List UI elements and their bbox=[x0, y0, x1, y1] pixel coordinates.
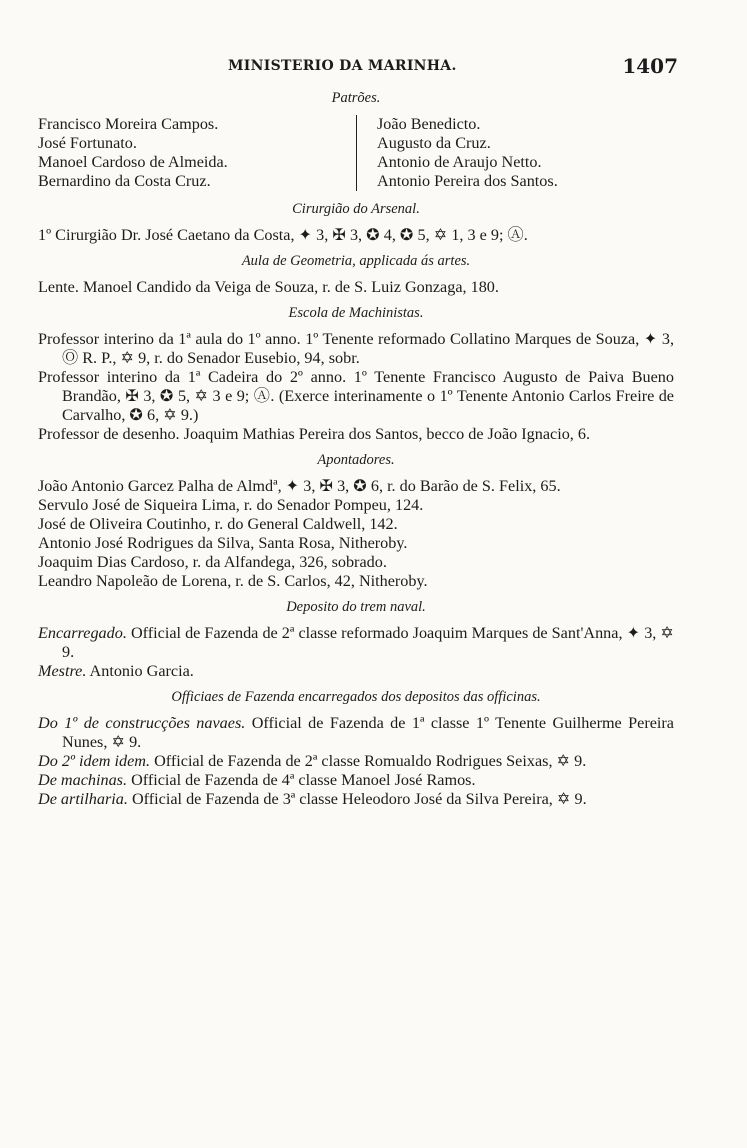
section-title-apontadores: Apontadores. bbox=[317, 452, 395, 468]
list-item: João Antonio Garcez Palha de Almdª, ✦ 3, ✠ 3, ✪ 6, r. do Barão de S. Felix, 65. bbox=[38, 477, 561, 495]
list-item: Manoel Cardoso de Almeida. bbox=[38, 153, 228, 171]
section-title-officiaes: Officiaes de Fazenda encarregados dos depositos das officinas. bbox=[171, 689, 541, 705]
section-title-deposito: Deposito do trem naval. bbox=[286, 599, 426, 615]
section-title-aula: Aula de Geometria, applicada ás artes. bbox=[241, 253, 471, 269]
list-item: Professor interino da 1ª aula do 1º anno. 1º Tenente reformado Collatino Marques de Souza, ✦ 3, Ⓞ R. P., ✡ 9, r. do Senador Eusebio, 94, sobr. bbox=[38, 330, 674, 367]
list-item: José de Oliveira Coutinho, r. do General Caldwell, 142. bbox=[38, 515, 398, 533]
entry-text: Official de Fazenda de 3ª classe Heleodoro José da Silva Pereira, ✡ 9. bbox=[127, 790, 587, 808]
section-title-escola: Escola de Machinistas. bbox=[288, 305, 424, 321]
page-header bbox=[38, 54, 678, 86]
patroes-right-column bbox=[356, 115, 558, 191]
list-item: Antonio de Araujo Netto. bbox=[377, 153, 542, 171]
list-item bbox=[38, 790, 674, 809]
list-item: Antonio Pereira dos Santos. bbox=[377, 172, 558, 190]
list-item: Lente. Manoel Candido da Veiga de Souza, r. de S. Luiz Gonzaga, 180. bbox=[38, 278, 499, 296]
list-item: Professor interino da 1ª Cadeira do 2º anno. 1º Tenente Francisco Augusto de Paiva Bueno Brandão, ✠ 3, ✪ 5, ✡ 3 e 9; Ⓐ. (Exerce interinamente o 1º Tenente Antonio Carlos Freire de Carvalho, ✪ 6, ✡ 9.) bbox=[38, 368, 674, 424]
section-title-patroes: Patrões. bbox=[331, 90, 381, 106]
entry-text: Antonio Garcia. bbox=[86, 662, 194, 680]
list-item bbox=[38, 752, 674, 771]
entry-text: Official de Fazenda de 2ª classe Romualdo Rodrigues Seixas, ✡ 9. bbox=[150, 752, 587, 770]
list-item bbox=[38, 714, 674, 752]
list-item bbox=[38, 662, 674, 681]
entry-label: Mestre. bbox=[38, 662, 87, 680]
list-item: Francisco Moreira Campos. bbox=[38, 115, 219, 133]
list-item: José Fortunato. bbox=[38, 134, 137, 152]
page bbox=[38, 54, 678, 809]
entry-label: Encarregado. bbox=[38, 624, 127, 642]
entry-text: Official de Fazenda de 1ª classe 1º Tenente Guilherme Pereira Nunes, ✡ 9. bbox=[62, 714, 674, 751]
entry-text: Official de Fazenda de 2ª classe reformado Joaquim Marques de Sant'Anna, ✦ 3, ✡ 9. bbox=[62, 624, 674, 661]
running-title: MINISTERIO DA MARINHA. bbox=[228, 58, 457, 74]
list-item bbox=[38, 771, 674, 790]
list-item: João Benedicto. bbox=[377, 115, 481, 133]
list-item: Bernardino da Costa Cruz. bbox=[38, 172, 211, 190]
list-item: Antonio José Rodrigues da Silva, Santa Rosa, Nitheroby. bbox=[38, 534, 408, 552]
list-item: Servulo José de Siqueira Lima, r. do Senador Pompeu, 124. bbox=[38, 496, 424, 514]
list-item: Joaquim Dias Cardoso, r. da Alfandega, 326, sobrado. bbox=[38, 553, 387, 571]
entry-label: De artilharia. bbox=[38, 790, 128, 808]
patroes-left-column bbox=[38, 115, 356, 191]
entry-label: Do 2º idem idem. bbox=[38, 752, 151, 770]
entry-label: De machinas. bbox=[38, 771, 128, 789]
section-title-cirurgiao: Cirurgião do Arsenal. bbox=[292, 201, 420, 217]
list-item: Professor de desenho. Joaquim Mathias Pereira dos Santos, becco de João Ignacio, 6. bbox=[38, 425, 591, 443]
page-number: 1407 bbox=[622, 54, 678, 78]
list-item: Augusto da Cruz. bbox=[377, 134, 491, 152]
list-item: 1º Cirurgião Dr. José Caetano da Costa, ✦ 3, ✠ 3, ✪ 4, ✪ 5, ✡ 1, 3 e 9; Ⓐ. bbox=[38, 226, 528, 244]
list-item: Leandro Napoleão de Lorena, r. de S. Carlos, 42, Nitheroby. bbox=[38, 572, 428, 590]
entry-label: Do 1º de construcções navaes. bbox=[38, 714, 246, 732]
list-item bbox=[38, 624, 674, 662]
entry-text: Official de Fazenda de 4ª classe Manoel José Ramos. bbox=[127, 771, 476, 789]
patroes-list bbox=[38, 115, 674, 191]
